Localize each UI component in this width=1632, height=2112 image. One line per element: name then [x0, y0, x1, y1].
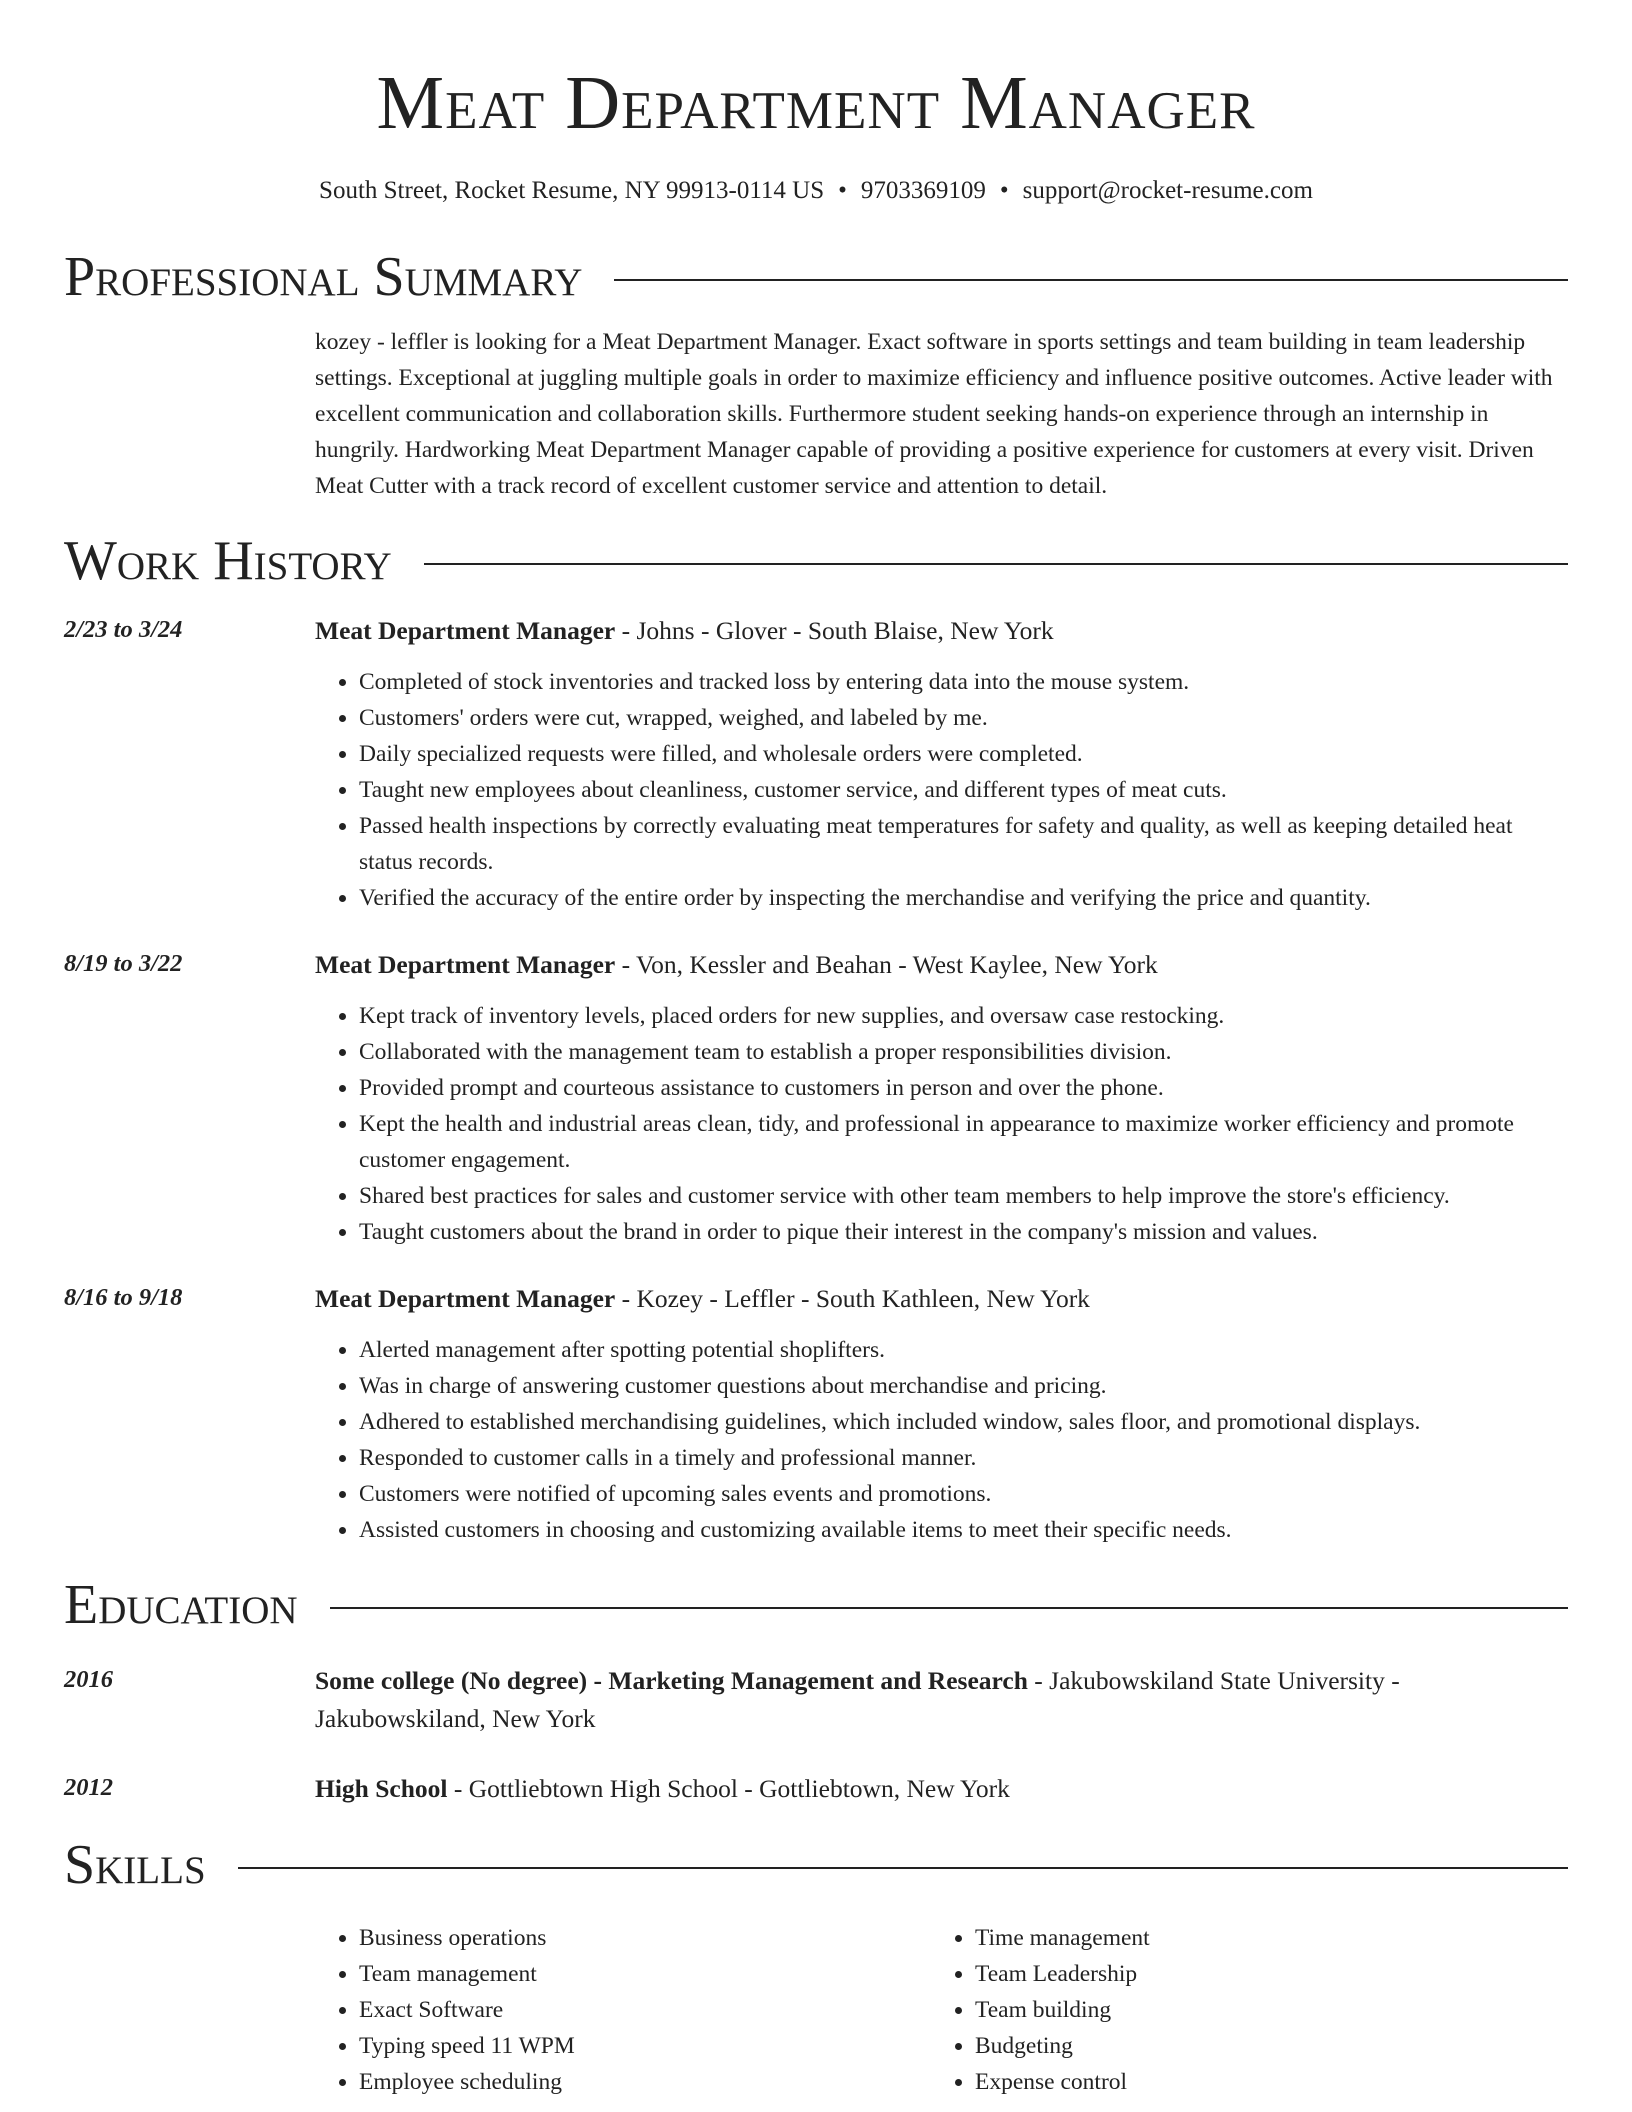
- education-body: [315, 1770, 1568, 1808]
- list-item: • Collaborated with the management team to establish a proper responsibilities division.: [359, 1034, 1568, 1070]
- education-degree: Some college (No degree) - Marketing Management and Research: [315, 1666, 1028, 1695]
- job-dates: 8/16 to 9/18: [64, 1284, 183, 1311]
- section-title: Education: [64, 1574, 298, 1636]
- skill-item: • Time management: [975, 1920, 1547, 1956]
- list-item: • Verified the accuracy of the entire order by inspecting the merchandise and verifying the price and quantity.: [359, 880, 1568, 916]
- skill-item: • Employee scheduling: [359, 2064, 931, 2100]
- section-divider: [238, 1867, 1568, 1869]
- list-item: • Was in charge of answering customer questions about merchandise and pricing.: [359, 1368, 1568, 1404]
- section-title: Skills: [64, 1834, 206, 1896]
- address: South Street, Rocket Resume, NY 99913-0114 US: [319, 177, 825, 204]
- summary-text: kozey - leffler is looking for a Meat Department Manager. Exact software in sports settings and team building in team leadership settings. Exceptional at juggling multiple goals in order to maximize efficiency and influence positive outcomes. Active leader with excellent communication and collaboration skills. Furthermore student seeking hands-on experience through an internship in hungrily. Hardworking Meat Department Manager capable of providing a positive experience for customers at every visit. Driven Meat Cutter with a track record of excellent customer service and attention to detail.: [315, 329, 1553, 499]
- list-item: • Customers were notified of upcoming sales events and promotions.: [359, 1476, 1568, 1512]
- job-heading: [315, 946, 1568, 984]
- job-details: - Johns - Glover - South Blaise, New York: [615, 616, 1054, 645]
- list-item: • Adhered to established merchandising guidelines, which included window, sales floor, and promotional displays.: [359, 1404, 1568, 1440]
- summary-section-header: [64, 244, 1568, 310]
- job-bullets: [315, 1332, 1568, 1548]
- education-entry: [64, 1770, 1568, 1808]
- skills-list: [315, 1920, 1568, 2100]
- separator-bullet: •: [838, 177, 847, 204]
- list-item: • Assisted customers in choosing and customizing available items to meet their specific needs.: [359, 1512, 1568, 1548]
- skill-item: • Team building: [975, 1992, 1547, 2028]
- list-item: • Kept the health and industrial areas clean, tidy, and professional in appearance to maximize worker efficiency and promote customer engagement.: [359, 1106, 1568, 1178]
- job-dates: 8/19 to 3/22: [64, 950, 183, 977]
- email-link[interactable]: support@rocket-resume.com: [1022, 177, 1313, 204]
- list-item: • Taught customers about the brand in order to pique their interest in the company's mission and values.: [359, 1214, 1568, 1250]
- job-body: [315, 612, 1568, 916]
- job-entry: [64, 1280, 1568, 1548]
- skill-item: • Team management: [359, 1956, 931, 1992]
- section-divider: [614, 279, 1568, 281]
- list-item: • Kept track of inventory levels, placed orders for new supplies, and oversaw case restocking.: [359, 998, 1568, 1034]
- skill-item: • Expense control: [975, 2064, 1547, 2100]
- job-details: - Von, Kessler and Beahan - West Kaylee, New York: [615, 950, 1158, 979]
- education-section-header: [64, 1572, 1568, 1638]
- section-divider: [424, 563, 1568, 565]
- phone: 9703369109: [860, 177, 986, 204]
- job-entry: [64, 946, 1568, 1250]
- job-role: Meat Department Manager: [315, 950, 616, 979]
- contact-line: [64, 176, 1568, 206]
- list-item: • Passed health inspections by correctly evaluating meat temperatures for safety and quality, as well as keeping detailed heat status records.: [359, 808, 1568, 880]
- job-body: [315, 946, 1568, 1250]
- job-role: Meat Department Manager: [315, 616, 616, 645]
- list-item: • Customers' orders were cut, wrapped, weighed, and labeled by me.: [359, 700, 1568, 736]
- section-divider: [330, 1607, 1568, 1609]
- list-item: • Responded to customer calls in a timely and professional manner.: [359, 1440, 1568, 1476]
- list-item: • Alerted management after spotting potential shoplifters.: [359, 1332, 1568, 1368]
- education-details: - Gottliebtown High School - Gottliebtown, New York: [447, 1774, 1010, 1803]
- resume-page: [64, 0, 1568, 2100]
- skills-section-header: [64, 1832, 1568, 1898]
- separator-bullet: •: [999, 177, 1009, 204]
- list-item: • Shared best practices for sales and customer service with other team members to help improve the store's efficiency.: [359, 1178, 1568, 1214]
- work-section-header: [64, 528, 1568, 594]
- job-role: Meat Department Manager: [315, 1284, 616, 1313]
- job-body: [315, 1280, 1568, 1548]
- skill-item: • Team Leadership: [975, 1956, 1547, 1992]
- education-entry: [64, 1662, 1568, 1738]
- skills-column-right: [931, 1920, 1547, 2100]
- job-entry: [64, 612, 1568, 916]
- skill-item: • Exact Software: [359, 1992, 931, 2028]
- list-item: • Completed of stock inventories and tracked loss by entering data into the mouse system.: [359, 664, 1568, 700]
- skill-item: • Business operations: [359, 1920, 931, 1956]
- list-item: • Taught new employees about cleanliness, customer service, and different types of meat cuts.: [359, 772, 1568, 808]
- list-item: • Provided prompt and courteous assistance to customers in person and over the phone.: [359, 1070, 1568, 1106]
- section-title: Work History: [64, 530, 392, 592]
- resume-name: Meat Department Manager: [376, 61, 1256, 145]
- skill-item: • Typing speed 11 WPM: [359, 2028, 931, 2064]
- job-details: - Kozey - Leffler - South Kathleen, New York: [615, 1284, 1090, 1313]
- job-bullets: [315, 998, 1568, 1250]
- education-details: - Jakubowskiland State University - Jakubowskiland, New York: [315, 1666, 1400, 1733]
- job-heading: [315, 1280, 1568, 1318]
- list-item: • Daily specialized requests were filled, and wholesale orders were completed.: [359, 736, 1568, 772]
- section-title: Professional Summary: [64, 246, 583, 308]
- skill-item: • Budgeting: [975, 2028, 1547, 2064]
- job-heading: [315, 612, 1568, 650]
- education-year: 2012: [64, 1774, 113, 1801]
- job-dates: 2/23 to 3/24: [64, 616, 183, 643]
- education-body: [315, 1662, 1568, 1738]
- education-degree: High School: [315, 1774, 448, 1803]
- skills-column-left: [315, 1920, 931, 2100]
- job-bullets: [315, 664, 1568, 916]
- education-year: 2016: [64, 1666, 113, 1693]
